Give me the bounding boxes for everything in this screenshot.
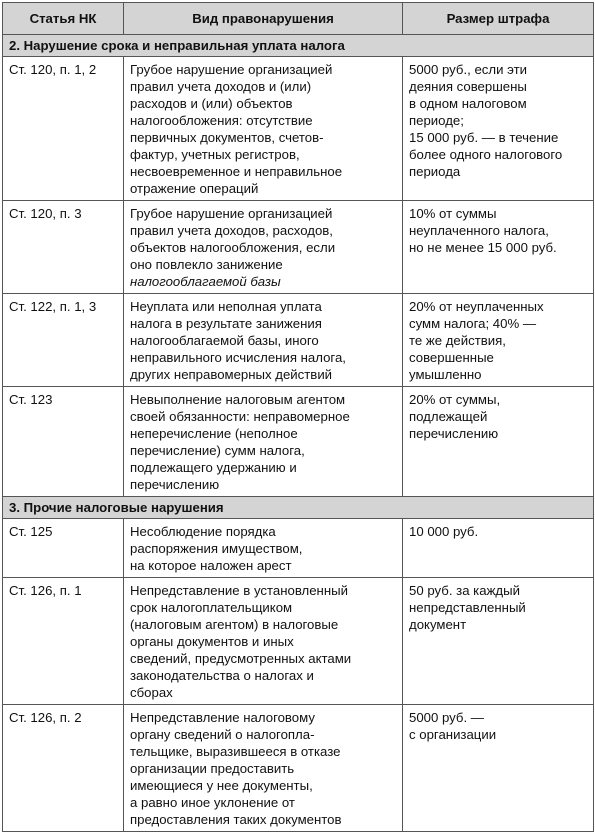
penalty-line: подлежащей <box>409 409 488 424</box>
violation-line: Грубое нарушение организацией <box>130 62 333 77</box>
penalty-line: 50 руб. за каждый <box>409 583 520 598</box>
violation-cell <box>124 57 403 201</box>
penalty-line: периода <box>409 164 461 179</box>
penalty-line: более одного налогового <box>409 147 563 162</box>
article-cell: Ст. 125 <box>3 519 124 578</box>
violation-line: объектов налогообложения, если <box>130 240 336 255</box>
violation-line: подлежащего удержанию и <box>130 460 297 475</box>
violation-line-italic: налогооблагаемой базы <box>130 274 281 289</box>
penalty-line: 20% от суммы, <box>409 392 501 407</box>
penalty-line: умышленно <box>409 367 482 382</box>
violation-line: расходов и (или) объектов <box>130 96 293 111</box>
violation-line: правил учета доходов, расходов, <box>130 223 333 238</box>
article-cell: Ст. 122, п. 1, 3 <box>3 294 124 387</box>
violation-line: Грубое нарушение организацией <box>130 206 333 221</box>
violation-line: отражение операций <box>130 181 259 196</box>
violation-cell <box>124 519 403 578</box>
violation-line: а равно иное уклонение от <box>130 795 295 810</box>
violation-line: срок налогоплательщиком <box>130 600 293 615</box>
penalty-line: сумм налога; 40% — <box>409 316 537 331</box>
table-row <box>3 578 594 705</box>
violation-line: несвоевременное и неправильное <box>130 164 343 179</box>
penalty-line: с организации <box>409 727 497 742</box>
penalty-line: деяния совершены <box>409 79 527 94</box>
violation-cell <box>124 201 403 294</box>
violation-line: законодательства о налогах и <box>130 668 314 683</box>
penalty-cell <box>403 519 594 578</box>
header-violation: Вид правонарушения <box>124 3 403 35</box>
penalty-cell <box>403 57 594 201</box>
table-row <box>3 57 594 201</box>
penalty-line: в одном налоговом <box>409 96 527 111</box>
header-row <box>3 3 594 35</box>
header-article: Статья НК <box>3 3 124 35</box>
table-row <box>3 705 594 832</box>
violation-line: тельщике, выразившееся в отказе <box>130 744 341 759</box>
violation-line: перечисление) сумм налога, <box>130 443 305 458</box>
section-title: 2. Нарушение срока и неправильная уплата налога <box>3 35 594 57</box>
table-row <box>3 294 594 387</box>
penalty-line: неуплаченного налога, <box>409 223 549 238</box>
article-cell: Ст. 120, п. 1, 2 <box>3 57 124 201</box>
violation-line: неправильного исчисления налога, <box>130 350 346 365</box>
table-row <box>3 387 594 497</box>
violation-cell <box>124 294 403 387</box>
violation-line: (налоговым агентом) в налоговые <box>130 617 339 632</box>
violation-line: Непредставление налоговому <box>130 710 315 725</box>
penalty-line: 15 000 руб. — в течение <box>409 130 559 145</box>
penalty-cell <box>403 294 594 387</box>
violation-line: налогообложения: отсутствие <box>130 113 313 128</box>
penalties-table <box>2 2 594 832</box>
section-title: 3. Прочие налоговые нарушения <box>3 497 594 519</box>
penalty-line: перечислению <box>409 426 499 441</box>
penalty-line: непредставленный <box>409 600 526 615</box>
violation-line: перечислению <box>130 477 220 492</box>
section-row <box>3 497 594 519</box>
violation-line: первичных документов, счетов- <box>130 130 324 145</box>
penalty-cell <box>403 578 594 705</box>
violation-cell <box>124 387 403 497</box>
penalty-line: совершенные <box>409 350 494 365</box>
penalties-table-container <box>2 2 593 832</box>
violation-line: налогооблагаемой базы, иного <box>130 333 319 348</box>
table-body <box>3 35 594 832</box>
violation-line: органу сведений о налогопла- <box>130 727 315 742</box>
violation-line: распоряжения имуществом, <box>130 541 303 556</box>
violation-line: Несоблюдение порядка <box>130 524 276 539</box>
violation-line: Непредставление в установленный <box>130 583 348 598</box>
violation-line: Неуплата или неполная уплата <box>130 299 322 314</box>
penalty-line: 10 000 руб. <box>409 524 479 539</box>
section-row <box>3 35 594 57</box>
table-row <box>3 201 594 294</box>
violation-line: фактур, учетных регистров, <box>130 147 300 162</box>
penalty-line: но не менее 15 000 руб. <box>409 240 557 255</box>
penalty-cell <box>403 387 594 497</box>
table-row <box>3 519 594 578</box>
violation-line: на которое наложен арест <box>130 558 292 573</box>
violation-line: своей обязанности: неправомерное <box>130 409 350 424</box>
penalty-line: 5000 руб., если эти <box>409 62 527 77</box>
violation-line: других неправомерных действий <box>130 367 333 382</box>
violation-line: предоставления таких документов <box>130 812 342 827</box>
penalty-line: те же действия, <box>409 333 506 348</box>
penalty-line: 10% от суммы <box>409 206 497 221</box>
violation-line: имеющиеся у нее документы, <box>130 778 313 793</box>
article-cell: Ст. 126, п. 1 <box>3 578 124 705</box>
penalty-line: 20% от неуплаченных <box>409 299 544 314</box>
violation-line: сведений, предусмотренных актами <box>130 651 352 666</box>
violation-cell <box>124 705 403 832</box>
header-penalty: Размер штрафа <box>403 3 594 35</box>
article-cell: Ст. 126, п. 2 <box>3 705 124 832</box>
violation-line: Невыполнение налоговым агентом <box>130 392 346 407</box>
violation-line: органы документов и иных <box>130 634 294 649</box>
violation-line: правил учета доходов и (или) <box>130 79 312 94</box>
article-cell: Ст. 123 <box>3 387 124 497</box>
violation-line: сборах <box>130 685 173 700</box>
violation-cell <box>124 578 403 705</box>
article-cell: Ст. 120, п. 3 <box>3 201 124 294</box>
violation-line: налога в результате занижения <box>130 316 322 331</box>
violation-line: оно повлекло занижение <box>130 257 283 272</box>
penalty-line: документ <box>409 617 467 632</box>
penalty-cell <box>403 705 594 832</box>
violation-line: неперечисление (неполное <box>130 426 298 441</box>
violation-line: организации предоставить <box>130 761 295 776</box>
penalty-line: 5000 руб. — <box>409 710 484 725</box>
penalty-line: периоде; <box>409 113 464 128</box>
penalty-cell <box>403 201 594 294</box>
